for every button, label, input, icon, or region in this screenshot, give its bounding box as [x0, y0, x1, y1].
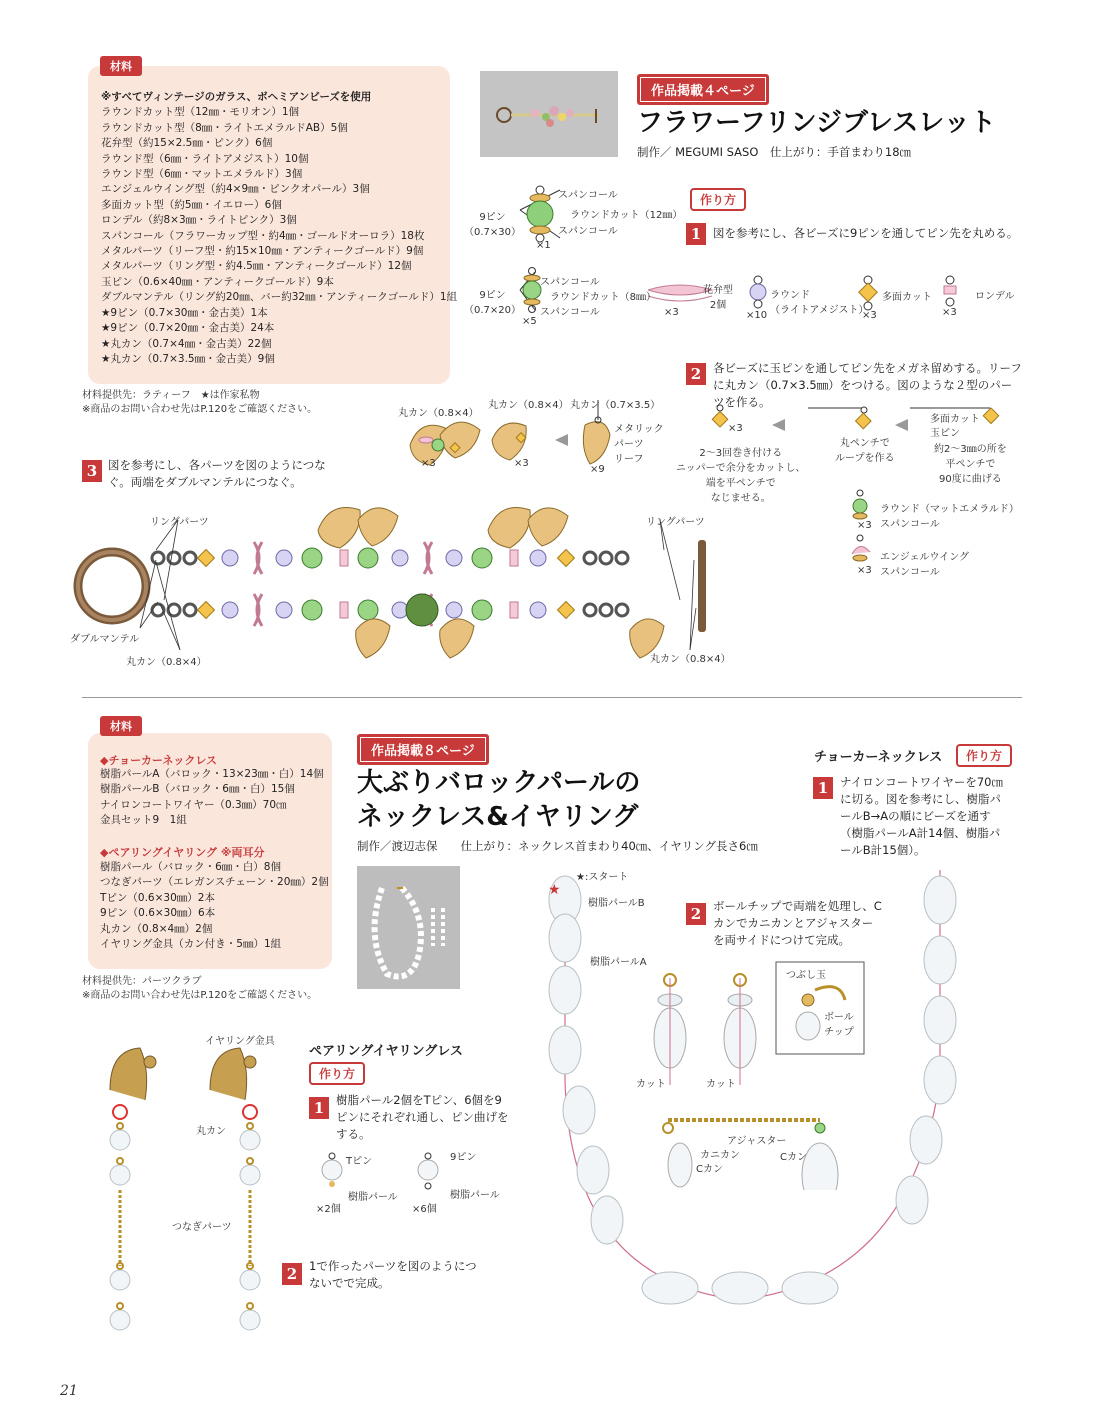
label-facet-x3-b: ×3: [728, 423, 743, 434]
materials-item: 樹脂パールB（バロック・6㎜・白）15個: [100, 783, 295, 796]
roundcut8-bead: [520, 268, 541, 313]
label-cluster-x3-a: ×3: [421, 458, 436, 469]
earring-clip-right: [210, 1048, 256, 1100]
necklace-photo-art: [357, 866, 460, 989]
page-number: 21: [60, 1383, 78, 1399]
earring-pin-loop: [117, 1158, 123, 1164]
earring-pin-loop: [247, 1123, 253, 1129]
necklace-photo: [357, 866, 460, 989]
label-ccan-2: Cカン: [780, 1152, 807, 1163]
title-2-line2: ネックレス&イヤリング: [357, 802, 639, 832]
pearl-a: [591, 1196, 623, 1244]
section-divider: [82, 697, 1022, 698]
materials-item: ラウンド型（6㎜・ライトアメジスト）10個: [101, 152, 309, 165]
facet-bead: [198, 550, 215, 567]
facet-headpin-b: [808, 407, 871, 429]
roundcut-bead: [472, 548, 492, 568]
earring-pin-loop: [117, 1123, 123, 1129]
label-ring84-left: 丸カン（0.8×4）: [126, 657, 207, 668]
label-ring84-a: 丸カン（0.8×4）: [398, 408, 479, 419]
label-petal: 花弁型 2個: [703, 285, 733, 311]
round-la-bead: [750, 276, 766, 308]
label-cut-1: カット: [636, 1079, 666, 1090]
step3-text: 図を参考にし、各パーツを図のようにつなぐ。両端をダブルマンテルにつなぐ。: [108, 458, 326, 489]
pearl-a: [782, 1272, 838, 1304]
label-sequin-d: スパンコール: [540, 307, 600, 318]
label-pearl-a: 樹脂パールA: [590, 957, 647, 968]
choker-materials-heading: ◆チョーカーネックレス: [100, 754, 218, 767]
label-cluster-x3-b: ×3: [514, 458, 529, 469]
chain-ring: [584, 552, 596, 564]
label-ring84-right: 丸カン（0.8×4）: [650, 654, 731, 665]
label-facet-x3: ×3: [862, 310, 877, 321]
credit-1: 制作／ MEGUMI SASO 仕上がり：手首まわり18㎝: [637, 145, 912, 159]
materials-item: つなぎパーツ（エレガンスチェーン・20㎜）2個: [100, 876, 329, 889]
rondelle-bead: [340, 602, 348, 618]
materials-item: ラウンドカット型（8㎜・ライトエメラルドAB）5個: [101, 121, 348, 134]
label-facet: 多面カット: [882, 292, 932, 303]
label-adjuster: アジャスター: [727, 1136, 787, 1147]
materials-item: ラウンドカット型（12㎜・モリオン）1個: [101, 106, 300, 119]
label-ring735: 丸カン（0.7×3.5）: [570, 400, 661, 411]
materials-item: エンジェルウイング型（約4×9㎜・ピンクオパール）3個: [101, 183, 370, 196]
label-crimp: つぶし玉: [786, 970, 826, 981]
label-ring84-b: 丸カン（0.8×4）: [488, 400, 569, 411]
materials-item: ダブルマンテル（リング約20㎜、バー約32㎜・アンティークゴールド）1組: [101, 291, 458, 304]
materials-item: 樹脂パール（バロック・6㎜・白）8個: [100, 861, 281, 873]
round-bead: [446, 602, 462, 618]
round-bead: [276, 602, 292, 618]
earring-step2-text: 1で作ったパーツを図のようにつないでで完成。: [309, 1259, 477, 1290]
howto-tag-1: 作り方: [690, 188, 746, 211]
earring-step1-number: 1: [309, 1097, 329, 1119]
materials-item: ロンデル（約8×3㎜・ライトピンク）3個: [101, 214, 297, 227]
pearl-a: [924, 876, 956, 924]
roundcut-bead: [472, 600, 492, 620]
earring-clip-left: [110, 1048, 156, 1100]
label-roundcut8: ラウンドカット（8㎜）: [550, 292, 656, 303]
label-angel: エンジェルウイング スパンコール: [880, 552, 970, 578]
earring-pin-loop: [247, 1303, 253, 1309]
label-pin20: 9ピン （0.7×20）: [464, 290, 522, 316]
chain-ring: [168, 604, 180, 616]
howto-tag-3: 作り方: [309, 1062, 365, 1085]
howto-tag-2: 作り方: [956, 744, 1012, 767]
chain-ring: [152, 552, 164, 564]
earring-step2-number: 2: [282, 1263, 302, 1285]
tpin-part: [322, 1153, 342, 1187]
rondelle-bead: [340, 550, 348, 566]
label-round-me: ラウンド（マットエメラルド） スパンコール: [880, 504, 1019, 530]
earring-pearl: [240, 1165, 260, 1185]
label-ccan-1: Cカン: [696, 1164, 723, 1175]
pearl-a: [924, 1056, 956, 1104]
label-pearl-b: 樹脂パールB: [588, 898, 645, 909]
title-1: フラワーフリンジブレスレット: [637, 108, 996, 138]
label-x1: ×1: [536, 240, 551, 251]
materials-tag-2: 材料: [100, 716, 142, 736]
round-bead: [530, 602, 546, 618]
materials-list-1: [101, 90, 458, 367]
label-ring-parts-left: リングパーツ: [150, 517, 209, 528]
step2-text: 各ビーズに玉ピンを通してピン先をメガネ留めする。リーフに丸カン（0.7×3.5㎜）をつける。図のような２型のパーツを作る。: [713, 361, 1022, 409]
roundcut-bead: [302, 600, 322, 620]
step1-number: 1: [686, 223, 706, 245]
leaf-drops: [318, 508, 664, 659]
rondelle-bead: [510, 550, 518, 566]
materials-item: 丸カン（0.8×4㎜）2個: [100, 922, 213, 935]
materials-item: ナイロンコートワイヤー（0.3㎜）70㎝: [100, 798, 287, 811]
round-bead: [446, 550, 462, 566]
choker-step1-text: ナイロンコートワイヤーを70㎝に切る。図を参考にし、樹脂パールB→Aの順にビーズを通す（樹脂パールA計14個、樹脂パールB計15個）。: [840, 775, 1003, 857]
label-sequin-a: スパンコール: [558, 190, 618, 201]
materials-item: 多面カット型（約5㎜・イエロー）6個: [101, 198, 282, 211]
label-petal-x3: ×3: [664, 307, 679, 318]
label-double-mantel: ダブルマンテル: [70, 634, 140, 645]
rondelle-bead: [944, 276, 956, 306]
chain-ring: [616, 552, 628, 564]
materials-item: ★丸カン（0.7×3.5㎜・金古美）9個: [101, 352, 275, 365]
chain-ring: [600, 552, 612, 564]
materials-item: 9ピン（0.6×30㎜）6本: [100, 907, 216, 920]
page-ref-2: 作品掲載８ページ: [357, 734, 489, 765]
materials-item: ★丸カン（0.7×4㎜・金古美）22個: [101, 337, 272, 350]
label-sequin-b: スパンコール: [558, 226, 618, 237]
pearl-a: [642, 1272, 698, 1304]
label-roundcut12: ラウンドカット（12㎜）: [570, 210, 683, 221]
pearl-a: [924, 996, 956, 1044]
pearl-a: [896, 1176, 928, 1224]
facet-bead: [558, 602, 575, 619]
label-earring-fit: イヤリング金具: [205, 1036, 275, 1047]
label-ring-parts-right: リングパーツ: [646, 517, 705, 528]
step1-text: 図を参考にし、各ビーズに9ピンを通してピン先を丸める。: [713, 226, 1019, 240]
choker-step1-number: 1: [813, 777, 833, 799]
chain-ring: [168, 552, 180, 564]
pearl-a: [549, 914, 581, 962]
label-metal-leaf: メタリック パーツ リーフ: [614, 424, 664, 465]
earring-pearl: [240, 1130, 260, 1150]
materials-item: メタルパーツ（リング型・約4.5㎜・アンティークゴールド）12個: [101, 260, 412, 273]
materials-item: ラウンド型（6㎜・マットエメラルド）3個: [101, 168, 303, 181]
chain-ring: [584, 604, 596, 616]
label-facet-2: 多面カット: [930, 414, 980, 425]
clasp-pearls: [668, 1143, 838, 1190]
roundcut-bead: [358, 600, 378, 620]
step3-number: 3: [82, 460, 102, 482]
roundcut-bead: [302, 548, 322, 568]
bracelet-photo: [480, 71, 618, 157]
label-x2: ×2個: [316, 1204, 341, 1215]
label-x10: ×10: [746, 310, 768, 321]
materials-item: 花弁型（約15×2.5㎜・ピンク）6個: [101, 137, 273, 150]
9pin-part: [418, 1153, 438, 1189]
roundcut-bead: [358, 548, 378, 568]
earring-diagram: [90, 1030, 300, 1360]
choker-title: チョーカーネックレス: [814, 750, 943, 765]
chain-ring: [600, 604, 612, 616]
earring-pearl: [240, 1310, 260, 1330]
materials-item: Tピン（0.6×30㎜）2本: [100, 891, 215, 904]
pearl-a: [924, 936, 956, 984]
leaf-cluster-b: [492, 423, 526, 460]
materials-item: スパンコール（フラワーカップ型・約4㎜・ゴールドオーロラ）18枚: [101, 229, 425, 242]
round-bead: [222, 550, 238, 566]
chain-ring: [184, 604, 196, 616]
round-bead: [530, 550, 546, 566]
petal-bead: [424, 542, 432, 574]
earring-materials-list: [100, 860, 329, 952]
label-bend-note: 約2〜3㎜の所を 平ペンチで 90度に曲げる: [934, 444, 1007, 485]
materials-item: ★9ピン（0.7×30㎜・金古美）1本: [101, 306, 268, 319]
bracelet-photo-art: [480, 71, 618, 157]
label-sequin-c: スパンコール: [540, 277, 600, 288]
petal-bead: [254, 542, 262, 574]
end-part-a: [654, 974, 686, 1085]
materials-item: ※すべてヴィンテージのガラス、ボヘミアンビーズを使用: [101, 91, 372, 103]
earring-title: ペアリングイヤリングレス: [309, 1044, 463, 1059]
label-wrap-note: 2〜3回巻き付ける ニッパーで余分をカットし、 端を平ペンチで なじませる。: [676, 448, 806, 504]
chain-ring: [616, 604, 628, 616]
pearl-a: [549, 1026, 581, 1074]
label-leaf-x9: ×9: [590, 464, 605, 475]
start-star: ★: [548, 882, 561, 898]
label-round-me-x3: ×3: [857, 520, 872, 531]
label-rondelle: ロンデル: [975, 291, 1015, 302]
supplier-note-2: 材料提供先：パーツクラブ: [82, 976, 202, 987]
pearl-a: [549, 966, 581, 1014]
earring-pearl: [240, 1270, 260, 1290]
label-angel-x3: ×3: [857, 565, 872, 576]
label-pin30: 9ピン （0.7×30）: [464, 212, 522, 238]
facet-bead: [558, 550, 575, 567]
credit-2: 制作／渡辺志保 仕上がり：ネックレス首まわり40㎝、イヤリング長さ6㎝: [357, 839, 758, 853]
rondelle-bead: [510, 602, 518, 618]
pearl-a: [910, 1116, 942, 1164]
end-part-b: [724, 974, 756, 1085]
materials-item: 樹脂パールA（バロック・13×23㎜・白）14個: [100, 768, 324, 780]
supplier-note-1: 材料提供先：ラティーフ ★は作家私物: [82, 390, 260, 401]
earring-pearl: [110, 1310, 130, 1330]
ballchip-diagram: [640, 960, 880, 1190]
label-resin-1: 樹脂パール: [348, 1192, 398, 1203]
materials-item: ★9ピン（0.7×20㎜・金古美）24本: [101, 322, 275, 335]
earring-pearl: [110, 1130, 130, 1150]
choker-materials-list: [100, 767, 324, 829]
choker-step2-text: ボールチップで両端を処理し、Cカンでカニカンとアジャスターを両サイドにつけて完成。: [713, 899, 882, 947]
big-roundcut-bead: [406, 594, 438, 626]
earring-pin-loop: [117, 1303, 123, 1309]
label-9pin: 9ピン: [450, 1152, 477, 1163]
pearl-a: [563, 1086, 595, 1134]
earring-step1-text: 樹脂パール2個をTピン、6個を9ピンにそれぞれ通し、ピン曲げをする。: [336, 1093, 509, 1141]
materials-item: メタルパーツ（リーフ型・約15×10㎜・アンティークゴールド）9個: [101, 245, 424, 258]
label-resin-2: 樹脂パール: [450, 1190, 500, 1201]
facet-headpin-a: [712, 405, 728, 427]
inquiry-note-2: ※商品のお問い合わせ先はP.120をご確認ください。: [82, 990, 318, 1001]
label-loop-note: 丸ペンチで ループを作る: [835, 438, 895, 464]
label-jumpring: 丸カン: [196, 1126, 226, 1137]
facet-bead: [198, 602, 215, 619]
round-bead: [276, 550, 292, 566]
materials-item: イヤリング金具（カン付き・5㎜）1組: [100, 938, 282, 951]
materials-tag-1: 材料: [100, 56, 142, 76]
earring-materials-heading: ◆ペアリングイヤリング ※両耳分: [100, 846, 265, 859]
label-rondelle-x3: ×3: [942, 307, 957, 318]
round-bead: [392, 550, 408, 566]
inquiry-note-1: ※商品のお問い合わせ先はP.120をご確認ください。: [82, 404, 318, 415]
title-2-line1: 大ぶりバロックパールの: [357, 768, 641, 798]
earring-pin-loop: [247, 1158, 253, 1164]
label-lobster: カニカン: [700, 1150, 740, 1161]
label-cut-2: カット: [706, 1079, 736, 1090]
label-start: ★:スタート: [576, 872, 629, 883]
earring-pearl: [110, 1270, 130, 1290]
label-headpin: 玉ピン: [930, 428, 960, 439]
pearl-a: [577, 1146, 609, 1194]
label-tpin: Tピン: [346, 1156, 373, 1167]
label-round-la: ラウンド （ライトアメジスト）: [770, 290, 869, 316]
label-connector: つなぎパーツ: [172, 1222, 232, 1233]
pearl-a: [712, 1272, 768, 1304]
roundcut12-bead: [520, 186, 560, 242]
label-ballchip: ボール チップ: [824, 1012, 854, 1038]
earring-pearl: [110, 1165, 130, 1185]
label-x5: ×5: [522, 316, 537, 327]
petal-bead: [254, 594, 262, 626]
materials-item: 金具セット9 1組: [100, 814, 187, 827]
materials-item: 玉ピン（0.6×40㎜・アンティークゴールド）9本: [101, 275, 334, 288]
page-ref-1: 作品掲載４ページ: [637, 74, 769, 105]
choker-step2-number: 2: [686, 903, 706, 925]
angel-part: [852, 535, 870, 561]
round-bead: [222, 602, 238, 618]
round-me-part: [853, 490, 867, 519]
step2-number: 2: [686, 363, 706, 385]
chain-ring: [184, 552, 196, 564]
label-x6: ×6個: [412, 1204, 437, 1215]
